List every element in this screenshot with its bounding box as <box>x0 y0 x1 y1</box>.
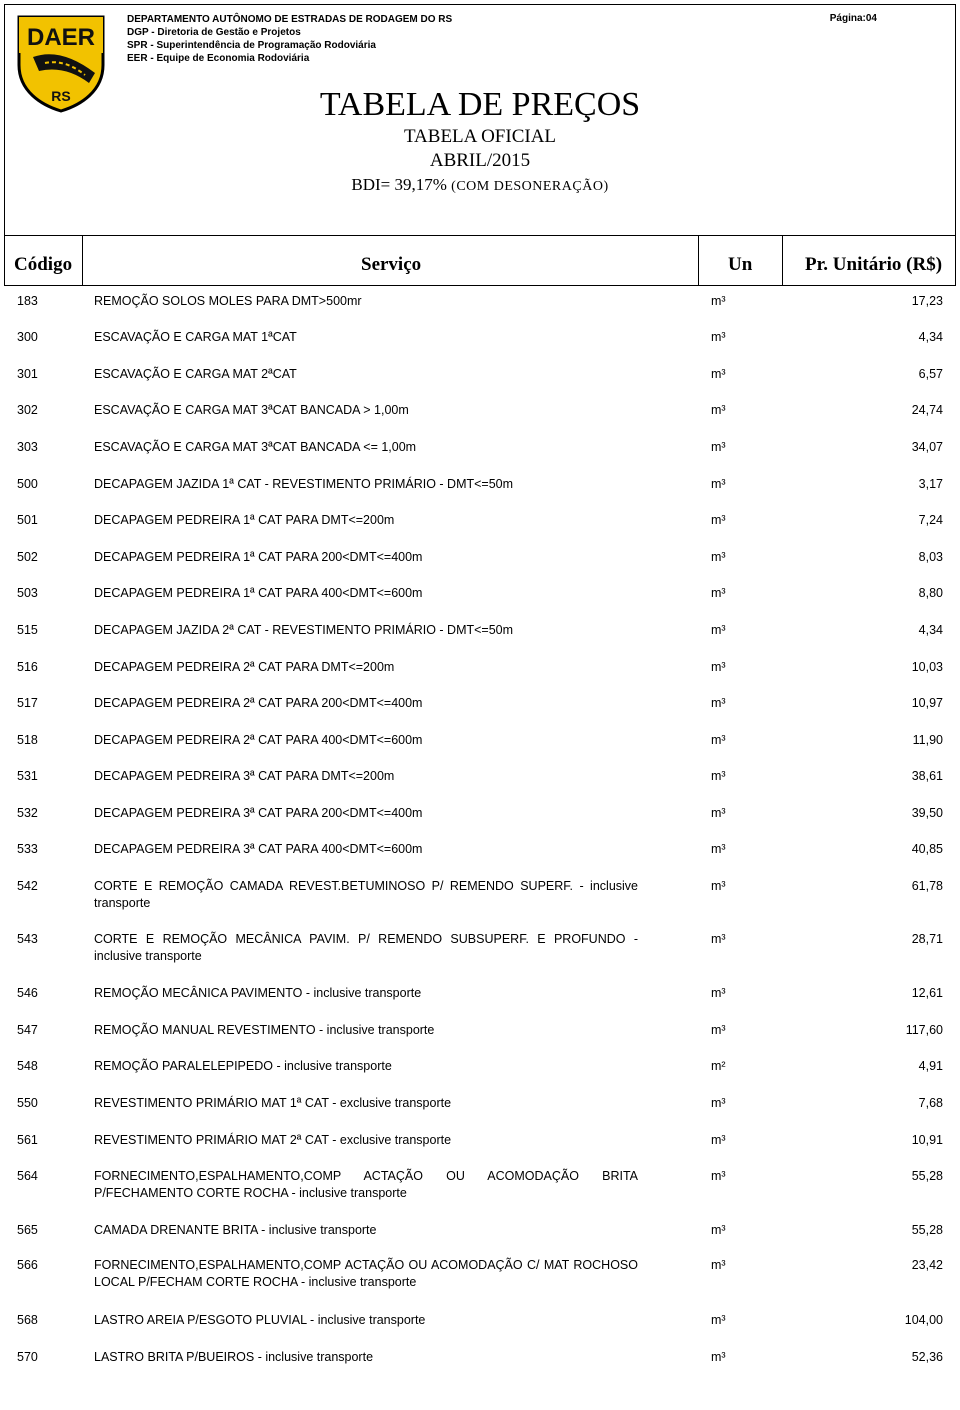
row-code: 502 <box>17 550 38 564</box>
org-name: DEPARTAMENTO AUTÔNOMO DE ESTRADAS DE RODAGEM DO RS <box>127 14 453 25</box>
row-price: 17,23 <box>911 294 943 308</box>
row-description: DECAPAGEM PEDREIRA 1ª CAT PARA 200<DMT<=400m <box>94 550 423 564</box>
row-code: 565 <box>17 1223 38 1237</box>
column-divider <box>698 236 699 285</box>
subtitle: TABELA OFICIAL <box>403 126 557 147</box>
row-description: REMOÇÃO MECÂNICA PAVIMENTO - inclusive transporte <box>94 986 422 1000</box>
row-code: 303 <box>17 440 38 454</box>
org-team: EER - Equipe de Economia Rodoviária <box>127 53 310 64</box>
row-unit: m³ <box>711 367 726 381</box>
row-description: DECAPAGEM PEDREIRA 2ª CAT PARA DMT<=200m <box>94 660 395 674</box>
row-description: FORNECIMENTO,ESPALHAMENTO,COMP ACTAÇÃO OU ACOMODAÇÃO BRITA P/FECHAMENTO CORTE ROCHA - inclusive transporte <box>94 1169 638 1200</box>
row-description: ESCAVAÇÃO E CARGA MAT 1ªCAT <box>94 330 297 344</box>
org-superintendence: SPR - Superintendência de Programação Rodoviária <box>127 40 376 51</box>
document-header <box>4 4 956 236</box>
row-unit: m³ <box>711 1133 726 1147</box>
row-price: 38,61 <box>911 769 943 783</box>
row-price: 24,74 <box>911 403 943 417</box>
row-description: ESCAVAÇÃO E CARGA MAT 3ªCAT BANCADA <= 1,00m <box>94 440 417 454</box>
row-description: REMOÇÃO PARALELEPIPEDO - inclusive transporte <box>94 1059 392 1073</box>
row-price: 55,28 <box>911 1169 943 1183</box>
row-code: 501 <box>17 513 38 527</box>
row-unit: m³ <box>711 403 726 417</box>
row-description: DECAPAGEM PEDREIRA 3ª CAT PARA 400<DMT<=600m <box>94 842 423 856</box>
row-unit: m³ <box>711 623 726 637</box>
title-block <box>5 85 955 199</box>
row-unit: m³ <box>711 1169 726 1183</box>
column-divider <box>82 236 83 285</box>
bdi-value: BDI= 39,17% <box>351 175 447 194</box>
row-price: 34,07 <box>911 440 943 454</box>
svg-text:RS: RS <box>51 88 71 104</box>
column-header-row <box>4 236 956 286</box>
period: ABRIL/2015 <box>429 150 531 171</box>
page-number: Página:04 <box>829 13 877 24</box>
row-price: 10,97 <box>911 696 943 710</box>
row-unit: m³ <box>711 879 726 893</box>
row-description: ESCAVAÇÃO E CARGA MAT 2ªCAT <box>94 367 297 381</box>
row-unit: m³ <box>711 550 726 564</box>
row-unit: m³ <box>711 1023 726 1037</box>
row-code: 568 <box>17 1313 38 1327</box>
row-code: 566 <box>17 1258 38 1272</box>
row-code: 500 <box>17 477 38 491</box>
row-code: 183 <box>17 294 38 308</box>
row-unit: m³ <box>711 660 726 674</box>
row-code: 548 <box>17 1059 38 1073</box>
row-unit: m³ <box>711 932 726 946</box>
column-price: Pr. Unitário (R$) <box>805 254 943 275</box>
row-description: LASTRO AREIA P/ESGOTO PLUVIAL - inclusive transporte <box>94 1313 426 1327</box>
row-unit: m³ <box>711 986 726 1000</box>
row-price: 40,85 <box>911 842 943 856</box>
column-unit: Un <box>728 254 753 275</box>
row-price: 8,80 <box>918 586 943 600</box>
row-code: 531 <box>17 769 38 783</box>
row-unit: m³ <box>711 294 726 308</box>
row-unit: m³ <box>711 1313 726 1327</box>
row-price: 4,34 <box>918 623 943 637</box>
row-description: DECAPAGEM PEDREIRA 3ª CAT PARA 200<DMT<=400m <box>94 806 423 820</box>
row-price: 23,42 <box>911 1258 943 1272</box>
row-price: 3,17 <box>918 477 943 491</box>
row-description: REVESTIMENTO PRIMÁRIO MAT 1ª CAT - exclusive transporte <box>94 1096 452 1110</box>
row-price: 8,03 <box>918 550 943 564</box>
row-unit: m³ <box>711 477 726 491</box>
column-divider <box>782 236 783 285</box>
organization-info <box>127 13 452 65</box>
column-code: Código <box>14 254 73 275</box>
row-code: 302 <box>17 403 38 417</box>
row-unit: m³ <box>711 1258 726 1272</box>
row-unit: m³ <box>711 513 726 527</box>
row-price: 61,78 <box>911 879 943 893</box>
row-unit: m³ <box>711 1223 726 1237</box>
row-price: 7,24 <box>918 513 943 527</box>
row-code: 301 <box>17 367 38 381</box>
row-code: 533 <box>17 842 38 856</box>
row-price: 10,03 <box>911 660 943 674</box>
row-description: FORNECIMENTO,ESPALHAMENTO,COMP ACTAÇÃO OU ACOMODAÇÃO C/ MAT ROCHOSO LOCAL P/FECHAM CORTE ROCHA - inclusive transporte <box>94 1258 638 1289</box>
row-description: REVESTIMENTO PRIMÁRIO MAT 2ª CAT - exclusive transporte <box>94 1133 452 1147</box>
row-price: 117,60 <box>905 1023 943 1037</box>
row-price: 52,36 <box>911 1350 943 1364</box>
svg-text:DAER: DAER <box>26 24 96 51</box>
row-price: 4,34 <box>918 330 943 344</box>
row-price: 104,00 <box>904 1313 943 1327</box>
row-description: DECAPAGEM PEDREIRA 2ª CAT PARA 200<DMT<=400m <box>94 696 423 710</box>
row-code: 542 <box>17 879 38 893</box>
row-unit: m³ <box>711 330 726 344</box>
row-unit: m³ <box>711 769 726 783</box>
row-code: 543 <box>17 932 38 946</box>
row-price: 39,50 <box>911 806 943 820</box>
row-price: 7,68 <box>918 1096 943 1110</box>
bdi-line <box>5 173 955 199</box>
row-code: 503 <box>17 586 38 600</box>
row-code: 300 <box>17 330 38 344</box>
row-description: DECAPAGEM JAZIDA 2ª CAT - REVESTIMENTO PRIMÁRIO - DMT<=50m <box>94 623 514 637</box>
row-description: DECAPAGEM PEDREIRA 2ª CAT PARA 400<DMT<=600m <box>94 733 423 747</box>
row-description: DECAPAGEM JAZIDA 1ª CAT - REVESTIMENTO PRIMÁRIO - DMT<=50m <box>94 477 514 491</box>
row-unit: m³ <box>711 586 726 600</box>
page-title: TABELA DE PREÇOS <box>319 86 641 123</box>
row-code: 550 <box>17 1096 38 1110</box>
row-description: CORTE E REMOÇÃO CAMADA REVEST.BETUMINOSO P/ REMENDO SUPERF. - inclusive transporte <box>94 879 638 910</box>
row-description: REMOÇÃO MANUAL REVESTIMENTO - inclusive transporte <box>94 1023 435 1037</box>
row-unit: m³ <box>711 842 726 856</box>
row-price: 6,57 <box>918 367 943 381</box>
org-directorate: DGP - Diretoria de Gestão e Projetos <box>127 27 301 38</box>
row-unit: m³ <box>711 806 726 820</box>
row-unit: m³ <box>711 440 726 454</box>
row-description: CAMADA DRENANTE BRITA - inclusive transporte <box>94 1223 377 1237</box>
row-code: 515 <box>17 623 38 637</box>
row-description: DECAPAGEM PEDREIRA 3ª CAT PARA DMT<=200m <box>94 769 395 783</box>
row-description: CORTE E REMOÇÃO MECÂNICA PAVIM. P/ REMENDO SUBSUPERF. E PROFUNDO - inclusive transporte <box>94 932 638 963</box>
row-code: 516 <box>17 660 38 674</box>
row-unit: m² <box>711 1059 726 1073</box>
row-code: 517 <box>17 696 38 710</box>
row-unit: m³ <box>711 1350 726 1364</box>
row-description: DECAPAGEM PEDREIRA 1ª CAT PARA 400<DMT<=600m <box>94 586 423 600</box>
row-description: REMOÇÃO SOLOS MOLES PARA DMT>500mr <box>94 294 362 308</box>
row-code: 570 <box>17 1350 38 1364</box>
row-unit: m³ <box>711 696 726 710</box>
column-service: Serviço <box>361 254 422 275</box>
row-price: 12,61 <box>911 986 943 1000</box>
row-code: 564 <box>17 1169 38 1183</box>
row-description: ESCAVAÇÃO E CARGA MAT 3ªCAT BANCADA > 1,00m <box>94 403 409 417</box>
row-code: 546 <box>17 986 38 1000</box>
row-price: 28,71 <box>911 932 943 946</box>
row-description: DECAPAGEM PEDREIRA 1ª CAT PARA DMT<=200m <box>94 513 395 527</box>
row-unit: m³ <box>711 1096 726 1110</box>
row-price: 4,91 <box>918 1059 943 1073</box>
row-code: 532 <box>17 806 38 820</box>
row-price: 55,28 <box>911 1223 943 1237</box>
row-code: 547 <box>17 1023 38 1037</box>
row-unit: m³ <box>711 733 726 747</box>
row-code: 518 <box>17 733 38 747</box>
row-price: 10,91 <box>911 1133 943 1147</box>
row-code: 561 <box>17 1133 38 1147</box>
bdi-note: (COM DESONERAÇÃO) <box>451 179 609 194</box>
row-price: 11,90 <box>912 733 943 747</box>
row-description: LASTRO BRITA P/BUEIROS - inclusive transporte <box>94 1350 374 1364</box>
